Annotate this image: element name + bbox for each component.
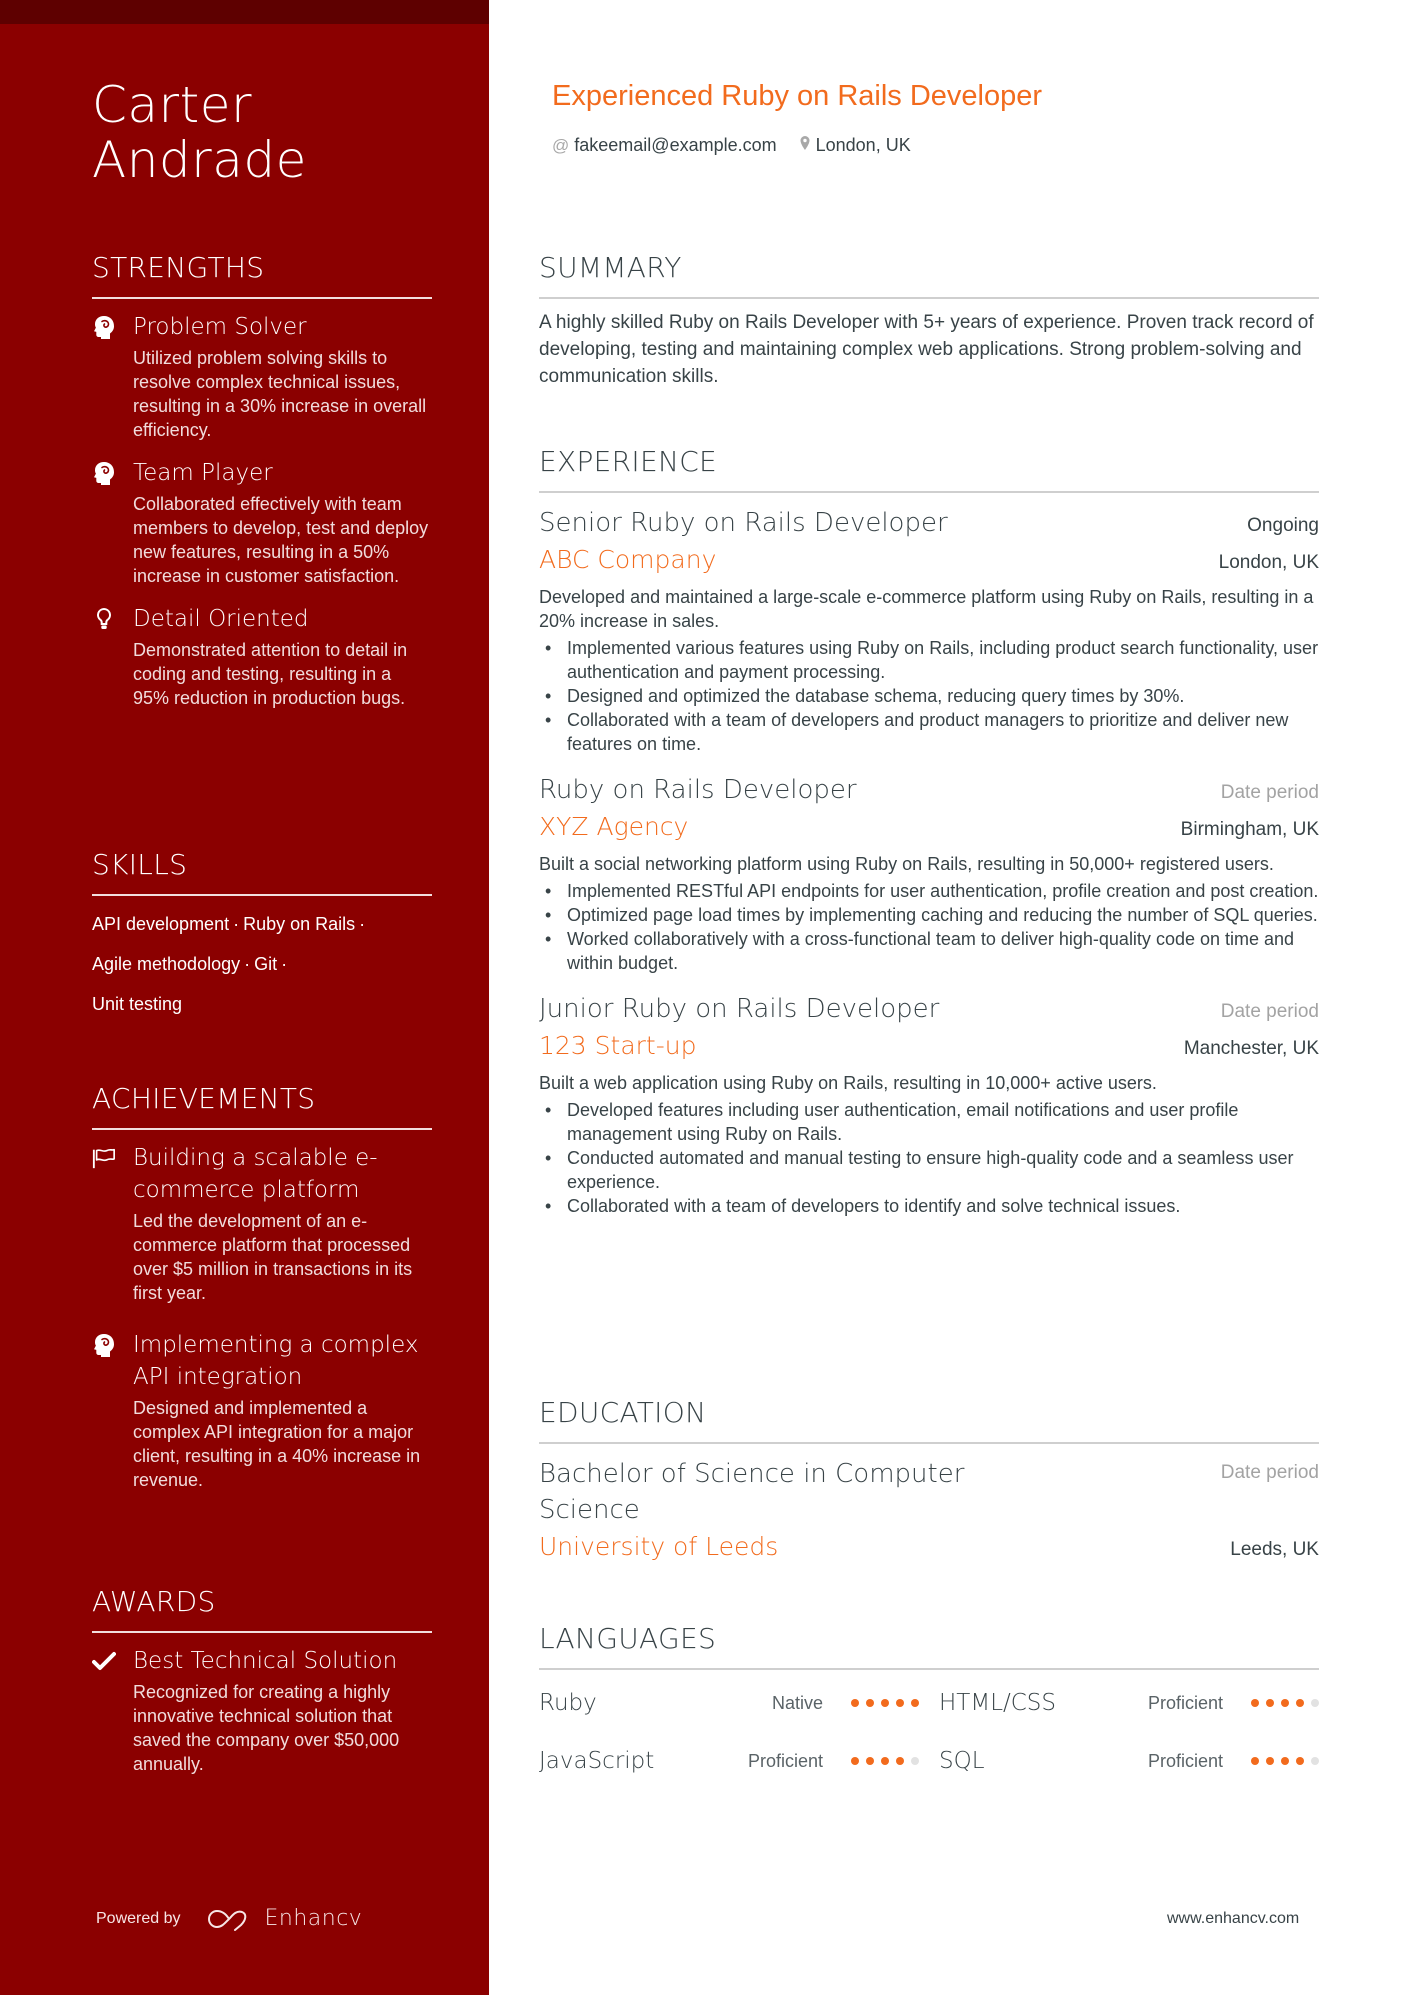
summary-text: A highly skilled Ruby on Rails Developer with 5+ years of experience. Proven track record of developing, testing and maintaining complex web applications. Strong problem-solving and communication skills.: [539, 312, 1314, 387]
strength-item: [92, 603, 432, 710]
strength-desc: Demonstrated attention to detail in coding and testing, resulting in a 95% reduction in production bugs.: [133, 640, 408, 708]
headline-title: Experienced Ruby on Rails Developer: [552, 80, 1043, 112]
job-title: Ruby on Rails Developer: [539, 775, 857, 805]
award-desc: Recognized for creating a highly innovative technical solution that saved the company over $50,000 annually.: [133, 1682, 400, 1774]
head-brain-icon: [92, 461, 116, 485]
language-level: Proficient: [1147, 1692, 1223, 1713]
degree-title: Bachelor of Science in Computer Science: [539, 1459, 965, 1525]
school-name: University of Leeds: [539, 1532, 779, 1561]
contact-info: [552, 135, 911, 156]
language-name: SQL: [939, 1748, 985, 1774]
language-level: Proficient: [747, 1750, 823, 1771]
language-rating: [851, 1699, 919, 1707]
job-bullet: • Developed features including user authentication, email notifications and user profile management using Ruby on Rails.: [539, 1098, 1319, 1146]
job-title: Senior Ruby on Rails Developer: [539, 508, 948, 538]
powered-by-label: Powered by: [96, 1909, 181, 1927]
achievement-title: Implementing a complex API integration: [133, 1332, 419, 1390]
languages-grid: [539, 1682, 1319, 1782]
strength-item: [92, 457, 432, 588]
experience-section: [539, 445, 1319, 1218]
language-rating: [851, 1757, 919, 1765]
job-bullets: [539, 1098, 1319, 1218]
achievements-heading: ACHIEVEMENTS: [92, 1082, 432, 1130]
powered-by: [96, 1906, 362, 1931]
job-entry: [539, 505, 1319, 756]
job-description: Developed and maintained a large-scale e-commerce platform using Ruby on Rails, resulting in a 20% increase in sales.: [539, 587, 1314, 631]
summary-section: [539, 251, 1319, 390]
education-heading: EDUCATION: [539, 1396, 1319, 1444]
strength-title: Detail Oriented: [133, 606, 309, 632]
flag-icon: [92, 1146, 116, 1170]
skill-tag: Ruby on Rails: [243, 914, 356, 934]
strengths-section: [92, 251, 432, 710]
language-level: Proficient: [1147, 1750, 1223, 1771]
strength-item: [92, 311, 432, 442]
job-bullet: • Implemented RESTful API endpoints for user authentication, profile creation and post creation.: [539, 879, 1319, 903]
language-rating: [1251, 1699, 1319, 1707]
language-name: HTML/CSS: [939, 1690, 1057, 1716]
skill-tag: Git: [254, 954, 278, 974]
job-description: Built a social networking platform using Ruby on Rails, resulting in 50,000+ registered users.: [539, 854, 1274, 874]
job-company: XYZ Agency: [539, 812, 689, 841]
email[interactable]: fakeemail@example.com: [574, 135, 777, 155]
sidebar-top-band: [0, 0, 489, 24]
languages-heading: LANGUAGES: [539, 1622, 1319, 1670]
lightbulb-icon: [92, 607, 116, 631]
achievement-item: [92, 1329, 432, 1492]
experience-heading: EXPERIENCE: [539, 445, 1319, 493]
at-icon: @: [552, 135, 570, 155]
map-pin-icon: [799, 135, 811, 156]
language-rating: [1251, 1757, 1319, 1765]
job-bullet: • Worked collaboratively with a cross-functional team to deliver high-quality code on time and within budget.: [539, 927, 1319, 975]
skill-separator: ·: [359, 914, 366, 934]
language-item: [939, 1740, 1319, 1782]
strength-title: Team Player: [133, 460, 273, 486]
job-description: Built a web application using Ruby on Rails, resulting in 10,000+ active users.: [539, 1073, 1157, 1093]
job-bullet: • Collaborated with a team of developers to identify and solve technical issues.: [539, 1194, 1319, 1218]
skill-separator: ·: [281, 954, 288, 974]
strength-desc: Collaborated effectively with team members to develop, test and deploy new features, resulting in a 50% increase in customer satisfaction.: [133, 494, 429, 586]
first-name: Carter: [92, 76, 253, 134]
job-entry: [539, 772, 1319, 975]
candidate-name: [92, 78, 452, 188]
job-location: London, UK: [1218, 552, 1319, 573]
achievement-item: [92, 1142, 432, 1305]
skills-heading: SKILLS: [92, 848, 432, 896]
achievements-section: [92, 1082, 432, 1492]
job-location: Birmingham, UK: [1180, 819, 1319, 840]
job-date: Date period: [1220, 1001, 1319, 1022]
language-name: JavaScript: [539, 1748, 655, 1774]
education-date: Date period: [1220, 1462, 1319, 1483]
job-date: Date period: [1220, 782, 1319, 803]
skill-separator: ·: [233, 914, 240, 934]
enhancv-brand: Enhancv: [264, 1906, 363, 1931]
sidebar: [0, 0, 489, 1995]
job-entry: [539, 991, 1319, 1218]
strength-desc: Utilized problem solving skills to resolve complex technical issues, resulting in a 30% increase in overall efficiency.: [133, 348, 427, 440]
job-bullet: • Implemented various features using Ruby on Rails, including product search functionality, user authentication and payment processing.: [539, 636, 1319, 684]
job-bullet: • Collaborated with a team of developers and product managers to prioritize and deliver new features on time.: [539, 708, 1319, 756]
award-title: Best Technical Solution: [133, 1648, 398, 1674]
skill-tag: Agile methodology: [92, 954, 241, 974]
head-brain-icon: [92, 1333, 116, 1357]
achievement-desc: Designed and implemented a complex API integration for a major client, resulting in a 40% increase in revenue.: [133, 1398, 421, 1490]
summary-heading: SUMMARY: [539, 251, 1319, 299]
strength-title: Problem Solver: [133, 314, 307, 340]
skill-separator: ·: [244, 954, 251, 974]
language-item: [939, 1682, 1319, 1724]
languages-section: [539, 1622, 1319, 1782]
job-bullet: • Conducted automated and manual testing to ensure high-quality code and a seamless user experience.: [539, 1146, 1319, 1194]
skill-tag: API development: [92, 914, 230, 934]
last-name: Andrade: [92, 131, 307, 189]
language-item: [539, 1740, 919, 1782]
job-bullet: • Designed and optimized the database schema, reducing query times by 30%.: [539, 684, 1319, 708]
awards-heading: AWARDS: [92, 1585, 432, 1633]
school-location: Leeds, UK: [1230, 1539, 1319, 1560]
education-entry: [539, 1456, 1319, 1566]
skills-list: [92, 904, 432, 1024]
job-company: 123 Start-up: [539, 1031, 697, 1060]
website-link[interactable]: www.enhancv.com: [1167, 1910, 1300, 1927]
head-brain-icon: [92, 315, 116, 339]
job-location: Manchester, UK: [1183, 1038, 1319, 1059]
job-date: Ongoing: [1247, 515, 1319, 536]
award-item: [92, 1645, 432, 1776]
job-bullet: • Optimized page load times by implementing caching and reducing the number of SQL queries.: [539, 903, 1319, 927]
skills-section: [92, 848, 432, 1024]
job-bullets: [539, 879, 1319, 975]
enhancv-logo-icon: [207, 1907, 255, 1931]
language-level: Native: [771, 1692, 823, 1713]
job-company: ABC Company: [539, 545, 717, 574]
strengths-heading: STRENGTHS: [92, 251, 432, 299]
job-bullets: [539, 636, 1319, 756]
achievement-title: Building a scalable e-commerce platform: [133, 1145, 378, 1203]
education-section: [539, 1396, 1319, 1566]
awards-section: [92, 1585, 432, 1776]
language-item: [539, 1682, 919, 1724]
language-name: Ruby: [539, 1690, 597, 1716]
achievement-desc: Led the development of an e-commerce platform that processed over $5 million in transactions in its first year.: [133, 1211, 413, 1303]
checkmark-icon: [92, 1649, 116, 1673]
job-title: Junior Ruby on Rails Developer: [539, 994, 940, 1024]
location: London, UK: [815, 135, 911, 155]
skill-tag: Unit testing: [92, 994, 183, 1014]
